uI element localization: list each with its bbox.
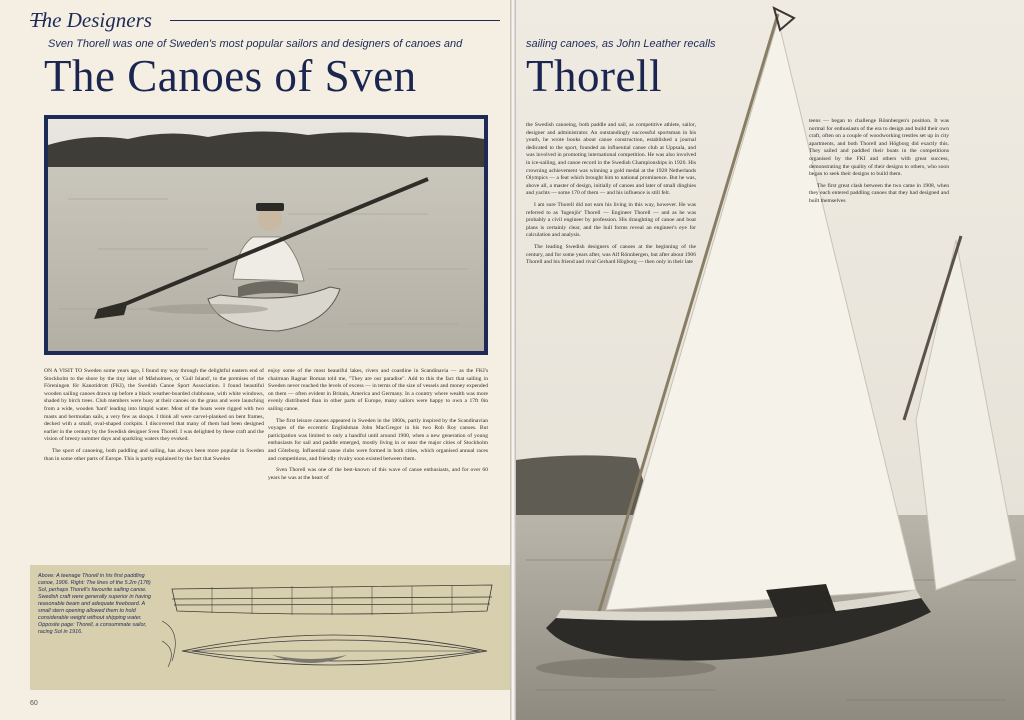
standfirst-right: sailing canoes, as John Leather recalls — [526, 38, 716, 50]
paragraph: I am sure Thorell did not earn his living in this way, however. He was referred to as 'Ingenjör' Thorell — Engineer Thorell — and as he was probably a civil engineer by profession. His draughting of canoe and boat plans is certainly clear, and the hull forms reveal an engineer's eye for calculation and analysis. — [526, 201, 696, 239]
paragraph: The first leisure canoes appeared in Sweden in the 1860s, partly inspired by the Scandinavian voyages of the eccentric Englishman John MacGregor in his two Rob Roy canoes. But participation was limited to only a handful until around 1900, when a new generation of young enthusiasts for sail and paddle emerged, mostly living in or near the major cities of Stockholm and Göteborg. Influential canoe clubs were formed in both cities, which organised annual races and competitions, and friendly rivalry soon existed between them. — [268, 417, 488, 462]
paragraph: the Swedish canoeing, both paddle and sail, as competitive athlete, sailor, designer and administrator. An outstandingly successful sportsman in his youth, he wrote books about canoe construction, established a journal dedicated to the sport, founded an influential canoe club at Uppsala, and was involved in promoting international competition. He was also involved in ice-sailing, and canoe record in the Swedish Championships in 1926. His crowning achievement was winning a gold medal at the 1928 Netherlands Olympics — a feat which brought him to national prominence. But he was, above all, a master of design, initially of canoes and later of small dinghies and yachts — some 170 of them — and his influence is still felt. — [526, 122, 696, 197]
paragraph: teens — began to challenge Rönnbergen's position. It was normal for enthusiasts of the era to design and build their own craft, often on a couple of woodworking trestles set up in city apartments, and both Thorell and Högborg did exactly this. They sailed and paddled their boats in the competitions organised by the FKI and others with great success, demonstrating the quality of their designs to others, who soon began to seek their designs to build them. — [809, 118, 949, 178]
caption-panel — [30, 565, 510, 690]
canoe-lines-drawing — [162, 571, 502, 683]
right-page — [516, 0, 1024, 720]
paddler-photo-frame — [44, 115, 488, 355]
paragraph: enjoy some of the most beautiful lakes, rivers and coastline in Scandinavia — as the FKI's chairman Ragnar Boman told me, "They are our paradise". Add to this the fact that sailing in Sweden never reached the levels of excess — in terms of the size of vessels and money expended on them — often evident in Britain, America and Germany. In a country where wealth was more evenly distributed than in other parts of Europe, many sailors were happy to own a 17ft 0in sailing canoe. — [268, 368, 488, 412]
paragraph: The leading Swedish designers of canoes at the beginning of the century, and for some years after, was Alf Rönnbergen, but after about 1906 Thorell and his friend and rival Gerhard Högborg — then only in their late — [526, 243, 696, 266]
body-column-1 — [44, 368, 264, 463]
canoe-paddler-photo — [48, 119, 484, 351]
body-column-4 — [809, 118, 949, 206]
article-title-right: Thorell — [526, 51, 662, 101]
article-title-left: The Canoes of Sven — [44, 51, 417, 101]
paragraph: Sven Thorell was one of the best-known of this wave of canoe enthusiasts, and for over 60 years he was at the heart of — [268, 467, 488, 481]
standfirst-left: Sven Thorell was one of Sweden's most popular sailors and designers of canoes and — [48, 38, 463, 50]
paragraph: The sport of canoeing, both paddling and sailing, has always been more popular in Sweden than in some other parts of Europe. This is partly explained by the fact that Swedes — [44, 447, 264, 462]
section-heading: The Designers — [30, 8, 152, 32]
page-number: 60 — [30, 700, 38, 707]
left-page — [0, 0, 510, 720]
body-column-3 — [526, 122, 696, 267]
photo-caption: Above: A teenage Thorell in his first paddling canoe, 1906. Right: The lines of the 5.2m (17ft) Sol, perhaps Thorell's favourite sailing canoe. Swedish craft were generally superior in having reasonable beam and adequate freeboard. A small stern opening allowed them to hold considerable weight without shipping water. Opposite page: Thorell, a consummate sailor, racing Sol in 1916. — [38, 573, 151, 635]
sailing-canoe-photo — [516, 0, 1024, 720]
section-rule — [170, 20, 500, 21]
body-column-2 — [268, 368, 488, 482]
paragraph: The first great clash between the two came in 1908, when they each entered paddling canoes that they had designed and built themselves — [809, 182, 949, 204]
paragraph: ON A VISIT TO Sweden some years ago, I found my way through the delightful eastern end of Stockholm to the shore by the tiny islet of Måsholmen, or 'Gull Island', to the premises of the Föreningen för Kanotidrott (FKI), the Swedish Canoe Sport Association. I found beautiful wooden sailing canoes drawn up before a black weather-boarded clubhouse, with white windows, shaded by birch trees. Club members were busy at their canoes on the grass and were launching from a wide, wooden 'hard' leading into limpid water. Most of the boats were rigged with two masts and bermudan sails, a very few as sloops. I think all were carvel-planked on bent frames, decked with a small, oval-shaped cockpits. I discovered that many of them had been designed earlier in the century by the Swedish designer Sven Thorell. I was delighted by these craft and the vision of breezy summer days and sparkling waters they evoked. — [44, 368, 264, 443]
